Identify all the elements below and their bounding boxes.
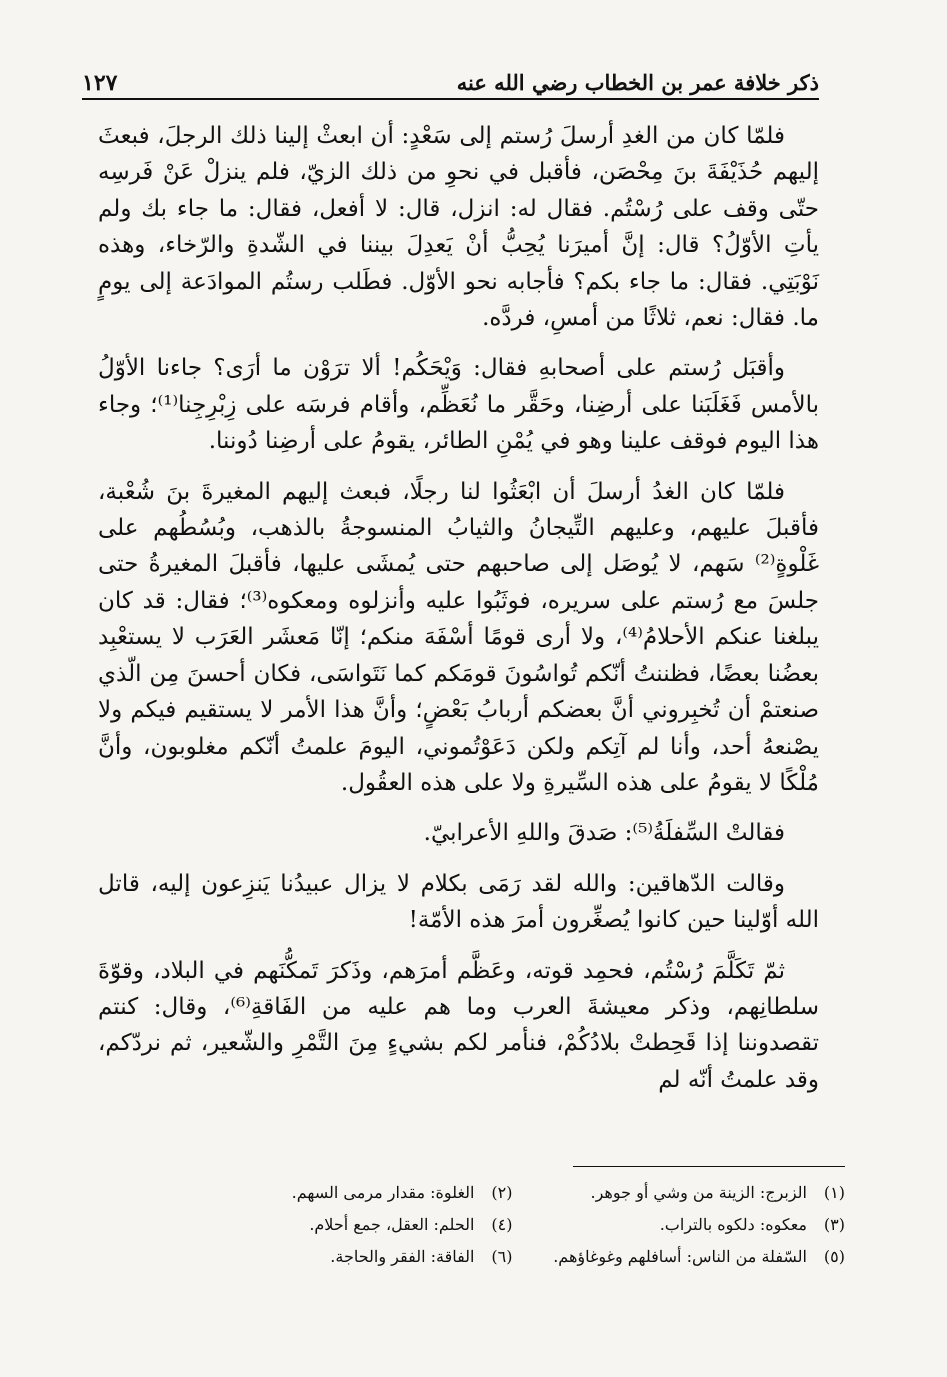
paragraph: وقالت الدّهاقين: والله لقد رَمَى بكلام لا يزال عبيدُنا يَنزِعون إليه، قاتل الله أوّلينا حين كانوا يُصغِّرون أمرَ هذه الأمّة! bbox=[98, 870, 819, 934]
footnote-4: (٤) الحلم: العقل، جمع أحلام. bbox=[309, 1215, 513, 1234]
paragraph: فقالتْ السِّفلَةُ⁽⁵⁾: صَدقَ واللهِ الأعرابيّ. bbox=[423, 820, 785, 847]
footnote-6: (٦) الفاقة: الفقر والحاجة. bbox=[330, 1247, 513, 1266]
footnotes bbox=[200, 1180, 845, 1270]
main-text bbox=[98, 118, 819, 1098]
footnote-5: (٥) السّفلة من الناس: أسافلهم وغوغاؤهم. bbox=[553, 1247, 845, 1266]
page-header bbox=[82, 62, 819, 100]
page-number: ١٢٧ bbox=[82, 70, 118, 96]
paragraph: وأقبَل رُستم على أصحابهِ فقال: وَيْحَكُم! ألا ترَوْن ما أرَى؟ جاءنا الأوّلُ بالأمس فَغَلَبَنا على أرضِنا، وحَقَّر ما نُعَظِّم، وأقام فرسَه على زِبْرِجِنا⁽¹⁾؛ وجاء هذا اليوم فوقف علينا وهو في يُمْنِ الطائر، يقومُ على أرضِنا دُوننا. bbox=[98, 355, 819, 455]
paragraph: فلمّا كان من الغدِ أرسلَ رُستم إلى سَعْدٍ: أن ابعثْ إلينا ذلك الرجلَ، فبعثَ إليهم حُذَيْفَةَ بنَ مِحْصَن، فأقبل في نحوِ من ذلك الزيّ، فلم ينزلْ عَنْ فَرسِه حتّى وقف على رُسْتُم. فقال له: انزل، قال: لا أفعل، فقال: ما جاء بك ولم يأتِ الأوّلُ؟ قال: إنَّ أميرَنا يُحِبُّ أنْ يَعدِلَ بيننا في الشّدةِ والرّخاء، وهذه نَوْبَتِي. فقال: ما جاء بكم؟ فأجابه نحو الأوّل. فطَلب رستُم الموادَعة إلى يومٍ ما. فقال: نعم، ثلاثًا من أمسِ، فردَّه. bbox=[98, 123, 819, 332]
running-title: ذكر خلافة عمر بن الخطاب رضي الله عنه bbox=[456, 70, 819, 95]
footnote-divider bbox=[573, 1166, 845, 1167]
footnote-1: (١) الزبرج: الزينة من وشي أو جوهر. bbox=[590, 1183, 845, 1202]
paragraph: ثمّ تَكَلَّمَ رُسْتُم، فحمِد قوته، وعَظَّم أمرَهم، وذَكرَ تَمكُّنَهم في البلاد، وقوّةَ سلطانِهم، وذكر معيشةَ العرب وما هم عليه من الفَاقةِ⁽⁶⁾، وقال: كنتم تقصدوننا إذا قَحِطتْ بلادُكُمْ، فنأمر لكم بشيءٍ مِنَ التَّمْرِ والشّعير، ثم نردّكم، وقد علمتُ أنّه لم bbox=[98, 957, 820, 1093]
paragraph: فلمّا كان الغدُ أرسلَ أن ابْعَثُوا لنا رجلًا، فبعث إليهم المغيرةَ بنَ شُعْبة، فأقبلَ عليهم، وعليهم التِّيجانُ والثيابُ المنسوجةُ بالذهب، وبُسُطُهم على غَلْوةٍ⁽²⁾ سَهم، لا يُوصَل إلى صاحبهم حتى يُمشَى عليها، فأقبلَ المغيرةُ حتى جلسَ مع رُستم على سريره، فوثَبُوا عليه وأنزلوه ومعكوه⁽³⁾؛ فقال: قد كان يبلغنا عنكم الأحلامُ⁽⁴⁾، ولا أرى قومًا أسْفَهَ منكم؛ إنّا مَعشَر العَرَب لا يستعْبِد بعضُنا بعضًا، فظننتُ أنّكم تُواسُونَ قومَكم كما نَتَواسَى، فكان أحسنَ مِن الّذي صنعتمْ أن تُخبِروني أنَّ بعضكم أربابُ بَعْضٍ؛ وأنَّ هذا الأمر لا يستقيم فيكم ولا يصْنعهُ أحد، وأنا لم آتِكم ولكن دَعَوْتُموني، اليومَ علمتُ أنّكم مغلوبون، وأنَّ مُلْكًا لا يقومُ على هذه السِّيرةِ ولا على هذه العقُول. bbox=[98, 478, 819, 796]
footnote-3: (٣) معكوه: دلكوه بالتراب. bbox=[659, 1215, 845, 1234]
footnote-2: (٢) الغلوة: مقدار مرمى السهم. bbox=[291, 1183, 513, 1202]
